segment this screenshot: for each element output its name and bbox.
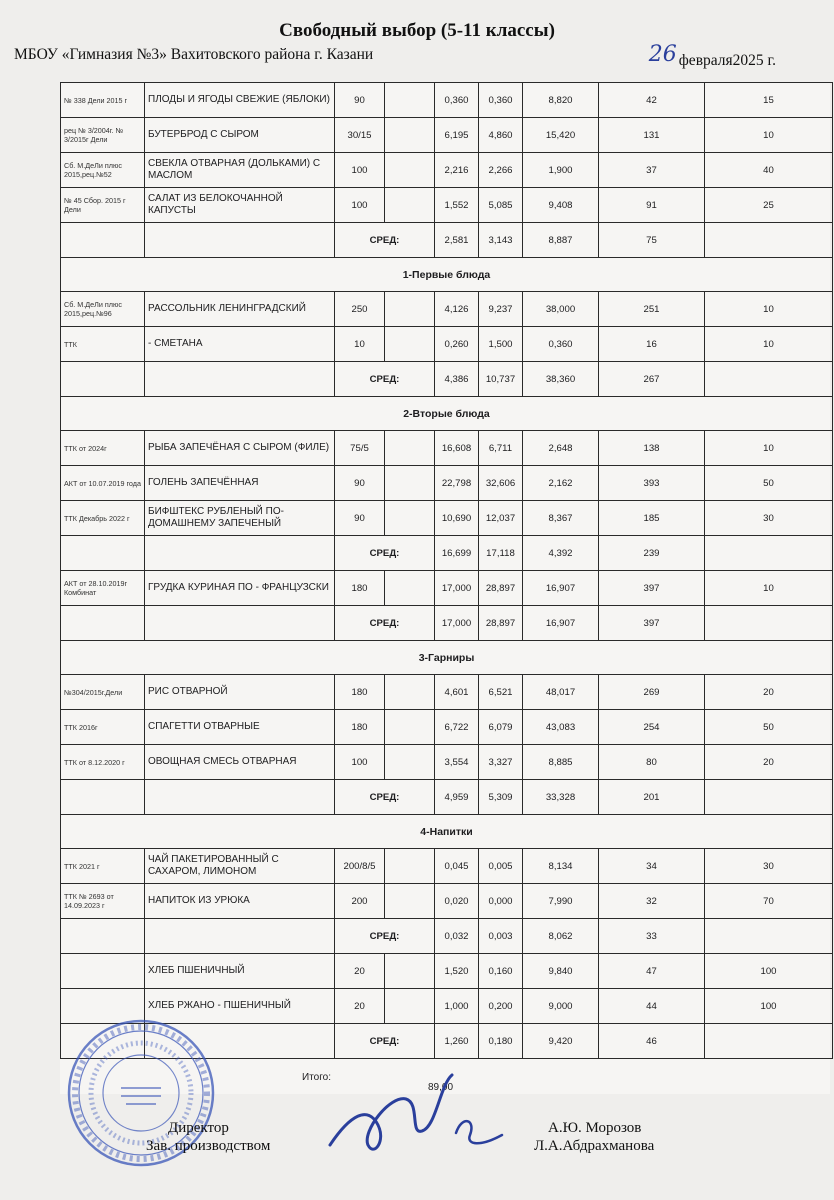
portion-weight: 90 — [335, 501, 385, 536]
dish-name: ХЛЕБ РЖАНО - ПШЕНИЧНЫЙ — [145, 989, 335, 1024]
dish-name: НАПИТОК ИЗ УРЮКА — [145, 884, 335, 919]
protein: 4,126 — [435, 292, 479, 327]
empty-cell — [385, 675, 435, 710]
carbs: 1,900 — [523, 153, 599, 188]
dish-name: РАССОЛЬНИК ЛЕНИНГРАДСКИЙ — [145, 292, 335, 327]
avg-kcal: 33 — [599, 919, 705, 954]
carbs: 15,420 — [523, 118, 599, 153]
recipe-source: ТТК — [61, 327, 145, 362]
avg-protein: 17,000 — [435, 606, 479, 641]
carbs: 9,408 — [523, 188, 599, 223]
empty-cell — [385, 501, 435, 536]
table-row — [61, 431, 833, 466]
fat: 0,200 — [479, 989, 523, 1024]
avg-fat: 10,737 — [479, 362, 523, 397]
avg-kcal: 75 — [599, 223, 705, 258]
section-row — [61, 397, 833, 431]
price: 30 — [705, 501, 833, 536]
kcal: 37 — [599, 153, 705, 188]
avg-fat: 17,118 — [479, 536, 523, 571]
empty-cell — [385, 989, 435, 1024]
production-title: Зав. производством — [146, 1138, 271, 1154]
empty-cell — [385, 188, 435, 223]
kcal: 42 — [599, 83, 705, 118]
recipe-source: ТТК от 2024г — [61, 431, 145, 466]
protein: 1,552 — [435, 188, 479, 223]
carbs: 2,162 — [523, 466, 599, 501]
price: 40 — [705, 153, 833, 188]
avg-carbs: 8,062 — [523, 919, 599, 954]
carbs: 8,820 — [523, 83, 599, 118]
dish-name: ХЛЕБ ПШЕНИЧНЫЙ — [145, 954, 335, 989]
avg-carbs: 9,420 — [523, 1024, 599, 1059]
price: 10 — [705, 327, 833, 362]
fat: 9,237 — [479, 292, 523, 327]
protein: 17,000 — [435, 571, 479, 606]
kcal: 44 — [599, 989, 705, 1024]
empty-cell — [61, 536, 145, 571]
menu-date — [648, 42, 776, 71]
avg-fat: 0,180 — [479, 1024, 523, 1059]
protein: 2,216 — [435, 153, 479, 188]
empty-cell — [61, 362, 145, 397]
dish-name: РИС ОТВАРНОЙ — [145, 675, 335, 710]
average-row — [61, 362, 833, 397]
average-row — [61, 536, 833, 571]
menu-table — [60, 82, 833, 1059]
dish-name: СВЕКЛА ОТВАРНАЯ (ДОЛЬКАМИ) С МАСЛОМ — [145, 153, 335, 188]
recipe-source: ТТК Декабрь 2022 г — [61, 501, 145, 536]
empty-cell — [61, 919, 145, 954]
table-row — [61, 571, 833, 606]
kcal: 80 — [599, 745, 705, 780]
avg-protein: 1,260 — [435, 1024, 479, 1059]
dish-name: РЫБА ЗАПЕЧЁНАЯ С СЫРОМ (ФИЛЕ) — [145, 431, 335, 466]
protein: 0,020 — [435, 884, 479, 919]
price: 25 — [705, 188, 833, 223]
price: 10 — [705, 292, 833, 327]
kcal: 397 — [599, 571, 705, 606]
kcal: 185 — [599, 501, 705, 536]
dish-name: - СМЕТАНА — [145, 327, 335, 362]
price: 15 — [705, 83, 833, 118]
kcal: 138 — [599, 431, 705, 466]
fat: 6,079 — [479, 710, 523, 745]
director-name: А.Ю. Морозов — [548, 1120, 642, 1136]
kcal: 47 — [599, 954, 705, 989]
recipe-source — [61, 954, 145, 989]
kcal: 251 — [599, 292, 705, 327]
carbs: 48,017 — [523, 675, 599, 710]
dish-name: БУТЕРБРОД С СЫРОМ — [145, 118, 335, 153]
fat: 28,897 — [479, 571, 523, 606]
recipe-source: № 45 Сбор. 2015 г Дели — [61, 188, 145, 223]
date-month-year: февраля2025 г. — [678, 52, 776, 69]
dish-name: САЛАТ ИЗ БЕЛОКОЧАННОЙ КАПУСТЫ — [145, 188, 335, 223]
portion-weight: 250 — [335, 292, 385, 327]
avg-carbs: 38,360 — [523, 362, 599, 397]
fat: 4,860 — [479, 118, 523, 153]
signature-icon — [320, 1065, 520, 1160]
average-label: СРЕД: — [335, 1024, 435, 1059]
recipe-source: рец № 3/2004г. № 3/2015г Дели — [61, 118, 145, 153]
carbs: 2,648 — [523, 431, 599, 466]
empty-cell — [385, 884, 435, 919]
carbs: 9,840 — [523, 954, 599, 989]
protein: 1,000 — [435, 989, 479, 1024]
empty-cell — [385, 710, 435, 745]
protein: 0,045 — [435, 849, 479, 884]
portion-weight: 100 — [335, 745, 385, 780]
fat: 5,085 — [479, 188, 523, 223]
dish-name: ЧАЙ ПАКЕТИРОВАННЫЙ С САХАРОМ, ЛИМОНОМ — [145, 849, 335, 884]
average-label: СРЕД: — [335, 780, 435, 815]
empty-cell — [385, 431, 435, 466]
recipe-source: ТТК 2016г — [61, 710, 145, 745]
average-row — [61, 780, 833, 815]
protein: 3,554 — [435, 745, 479, 780]
protein: 0,260 — [435, 327, 479, 362]
avg-fat: 0,003 — [479, 919, 523, 954]
price: 10 — [705, 571, 833, 606]
price: 70 — [705, 884, 833, 919]
price: 100 — [705, 989, 833, 1024]
table-row — [61, 745, 833, 780]
dish-name: БИФШТЕКС РУБЛЕНЫЙ ПО-ДОМАШНЕМУ ЗАПЕЧЕНЫЙ — [145, 501, 335, 536]
empty-cell — [385, 292, 435, 327]
fat: 6,711 — [479, 431, 523, 466]
avg-carbs: 4,392 — [523, 536, 599, 571]
fat: 0,005 — [479, 849, 523, 884]
average-row — [61, 919, 833, 954]
kcal: 16 — [599, 327, 705, 362]
portion-weight: 20 — [335, 989, 385, 1024]
protein: 10,690 — [435, 501, 479, 536]
recipe-source: Сб. М.ДеЛи плюс 2015,рец.№52 — [61, 153, 145, 188]
section-row — [61, 258, 833, 292]
portion-weight: 200/8/5 — [335, 849, 385, 884]
average-row — [61, 223, 833, 258]
section-row — [61, 641, 833, 675]
price: 30 — [705, 849, 833, 884]
kcal: 254 — [599, 710, 705, 745]
protein: 4,601 — [435, 675, 479, 710]
price: 100 — [705, 954, 833, 989]
kcal: 393 — [599, 466, 705, 501]
fat: 0,160 — [479, 954, 523, 989]
protein: 16,608 — [435, 431, 479, 466]
avg-kcal: 201 — [599, 780, 705, 815]
total-value: 89,00 — [428, 1082, 454, 1093]
empty-cell — [145, 780, 335, 815]
kcal: 269 — [599, 675, 705, 710]
fat: 3,327 — [479, 745, 523, 780]
protein: 22,798 — [435, 466, 479, 501]
carbs: 8,885 — [523, 745, 599, 780]
empty-cell — [385, 954, 435, 989]
empty-cell — [145, 536, 335, 571]
empty-cell — [61, 223, 145, 258]
table-row — [61, 710, 833, 745]
empty-cell — [385, 83, 435, 118]
average-label: СРЕД: — [335, 919, 435, 954]
section-title: 3-Гарниры — [61, 641, 833, 675]
portion-weight: 180 — [335, 675, 385, 710]
empty-cell — [145, 919, 335, 954]
empty-cell — [385, 327, 435, 362]
kcal: 32 — [599, 884, 705, 919]
portion-weight: 200 — [335, 884, 385, 919]
table-row — [61, 327, 833, 362]
carbs: 8,367 — [523, 501, 599, 536]
table-row — [61, 849, 833, 884]
table-row — [61, 954, 833, 989]
dish-name: ГРУДКА КУРИНАЯ ПО - ФРАНЦУЗСКИ — [145, 571, 335, 606]
recipe-source: ТТК от 8.12.2020 г — [61, 745, 145, 780]
avg-protein: 4,386 — [435, 362, 479, 397]
average-label: СРЕД: — [335, 536, 435, 571]
recipe-source: №304/2015г.Дели — [61, 675, 145, 710]
table-row — [61, 292, 833, 327]
portion-weight: 10 — [335, 327, 385, 362]
fat: 6,521 — [479, 675, 523, 710]
empty-cell — [385, 153, 435, 188]
avg-kcal: 46 — [599, 1024, 705, 1059]
price: 10 — [705, 118, 833, 153]
section-title: 1-Первые блюда — [61, 258, 833, 292]
dish-name: СПАГЕТТИ ОТВАРНЫЕ — [145, 710, 335, 745]
empty-cell — [705, 780, 833, 815]
price: 50 — [705, 710, 833, 745]
menu-sheet — [60, 82, 830, 1094]
fat: 0,000 — [479, 884, 523, 919]
empty-cell — [61, 606, 145, 641]
portion-weight: 75/5 — [335, 431, 385, 466]
avg-kcal: 267 — [599, 362, 705, 397]
recipe-source: АКТ от 10.07.2019 года — [61, 466, 145, 501]
empty-cell — [385, 466, 435, 501]
avg-carbs: 33,328 — [523, 780, 599, 815]
avg-fat: 5,309 — [479, 780, 523, 815]
avg-fat: 28,897 — [479, 606, 523, 641]
carbs: 7,990 — [523, 884, 599, 919]
empty-cell — [385, 849, 435, 884]
school-name: МБОУ «Гимназия №3» Вахитовского района г. Казани — [14, 46, 374, 63]
empty-cell — [705, 536, 833, 571]
table-row — [61, 153, 833, 188]
table-row — [61, 675, 833, 710]
price: 50 — [705, 466, 833, 501]
carbs: 43,083 — [523, 710, 599, 745]
kcal: 91 — [599, 188, 705, 223]
portion-weight: 100 — [335, 153, 385, 188]
average-label: СРЕД: — [335, 223, 435, 258]
fat: 2,266 — [479, 153, 523, 188]
portion-weight: 90 — [335, 83, 385, 118]
price: 20 — [705, 745, 833, 780]
carbs: 38,000 — [523, 292, 599, 327]
portion-weight: 180 — [335, 710, 385, 745]
dish-name: ГОЛЕНЬ ЗАПЕЧЁННАЯ — [145, 466, 335, 501]
empty-cell — [385, 118, 435, 153]
empty-cell — [705, 606, 833, 641]
total-label: Итого: — [302, 1072, 331, 1083]
average-label: СРЕД: — [335, 362, 435, 397]
recipe-source: Сб. М.ДеЛи плюс 2015,рец.№96 — [61, 292, 145, 327]
table-row — [61, 83, 833, 118]
portion-weight: 180 — [335, 571, 385, 606]
table-row — [61, 188, 833, 223]
avg-protein: 4,959 — [435, 780, 479, 815]
dish-name: ПЛОДЫ И ЯГОДЫ СВЕЖИЕ (ЯБЛОКИ) — [145, 83, 335, 118]
carbs: 16,907 — [523, 571, 599, 606]
portion-weight: 20 — [335, 954, 385, 989]
portion-weight: 100 — [335, 188, 385, 223]
recipe-source: ТТК № 2693 от 14.09.2023 г — [61, 884, 145, 919]
price: 10 — [705, 431, 833, 466]
table-row — [61, 466, 833, 501]
date-day-handwritten: 26 — [648, 42, 677, 67]
carbs: 9,000 — [523, 989, 599, 1024]
avg-fat: 3,143 — [479, 223, 523, 258]
avg-protein: 2,581 — [435, 223, 479, 258]
empty-cell — [145, 362, 335, 397]
avg-kcal: 397 — [599, 606, 705, 641]
carbs: 0,360 — [523, 327, 599, 362]
fat: 32,606 — [479, 466, 523, 501]
recipe-source: АКТ от 28.10.2019г Комбинат — [61, 571, 145, 606]
avg-carbs: 8,887 — [523, 223, 599, 258]
protein: 6,195 — [435, 118, 479, 153]
empty-cell — [705, 919, 833, 954]
carbs: 8,134 — [523, 849, 599, 884]
empty-cell — [145, 223, 335, 258]
recipe-source: ТТК 2021 г — [61, 849, 145, 884]
table-row — [61, 884, 833, 919]
section-title: 2-Вторые блюда — [61, 397, 833, 431]
empty-cell — [705, 362, 833, 397]
average-row — [61, 606, 833, 641]
protein: 6,722 — [435, 710, 479, 745]
portion-weight: 30/15 — [335, 118, 385, 153]
portion-weight: 90 — [335, 466, 385, 501]
empty-cell — [145, 606, 335, 641]
section-row — [61, 815, 833, 849]
section-title: 4-Напитки — [61, 815, 833, 849]
avg-kcal: 239 — [599, 536, 705, 571]
empty-cell — [385, 745, 435, 780]
director-title: Директор — [168, 1120, 229, 1136]
avg-protein: 16,699 — [435, 536, 479, 571]
fat: 1,500 — [479, 327, 523, 362]
avg-carbs: 16,907 — [523, 606, 599, 641]
dish-name: ОВОЩНАЯ СМЕСЬ ОТВАРНАЯ — [145, 745, 335, 780]
fat: 0,360 — [479, 83, 523, 118]
table-row — [61, 501, 833, 536]
table-row — [61, 118, 833, 153]
empty-cell — [385, 571, 435, 606]
protein: 0,360 — [435, 83, 479, 118]
kcal: 131 — [599, 118, 705, 153]
menu-title: Свободный выбор (5-11 классы) — [279, 20, 555, 41]
price: 20 — [705, 675, 833, 710]
avg-protein: 0,032 — [435, 919, 479, 954]
empty-cell — [61, 780, 145, 815]
fat: 12,037 — [479, 501, 523, 536]
average-label: СРЕД: — [335, 606, 435, 641]
empty-cell — [705, 1024, 833, 1059]
recipe-source: № 338 Дели 2015 г — [61, 83, 145, 118]
empty-cell — [705, 223, 833, 258]
production-name: Л.А.Абдрахманова — [534, 1138, 655, 1154]
kcal: 34 — [599, 849, 705, 884]
protein: 1,520 — [435, 954, 479, 989]
